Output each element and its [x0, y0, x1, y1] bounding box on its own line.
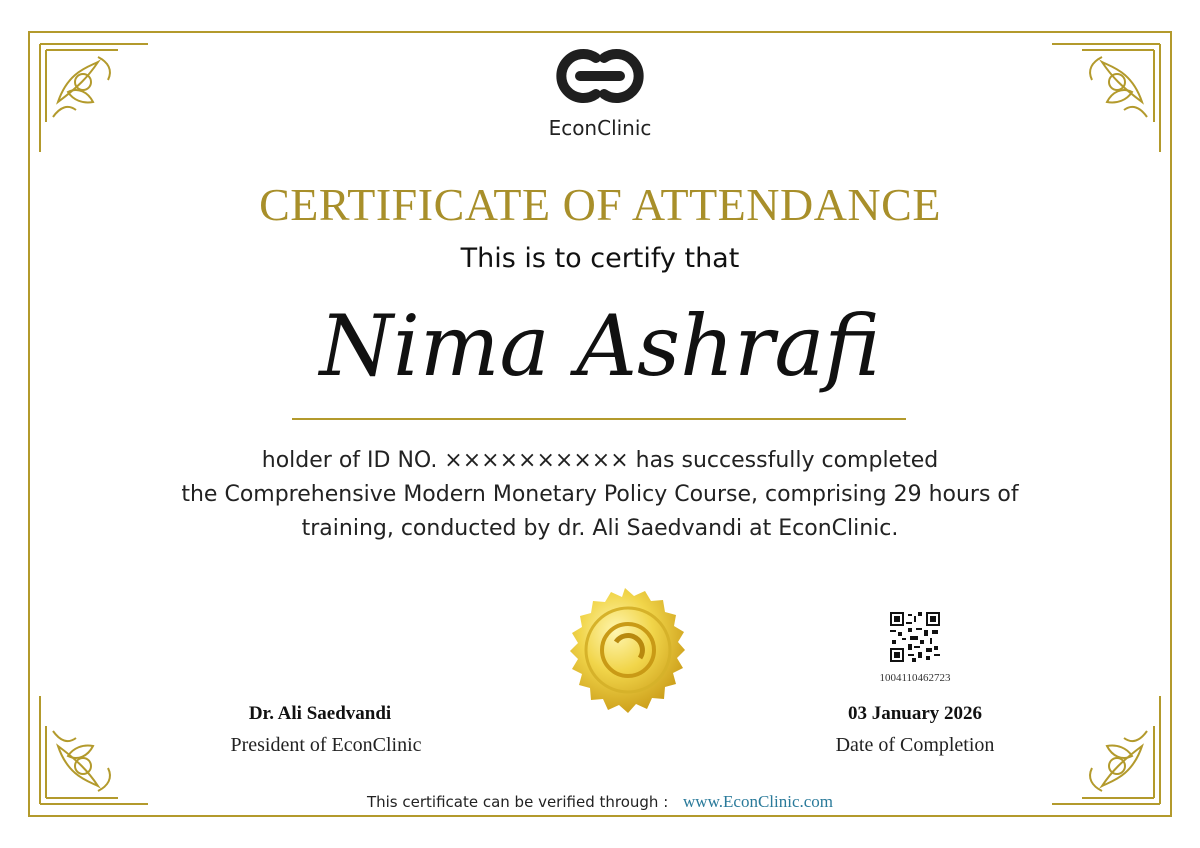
verify-text: This certificate can be verified through : — [366, 793, 669, 811]
gold-seal-icon — [550, 586, 700, 736]
certificate-body — [130, 444, 1070, 546]
econclinic-logo-icon — [556, 44, 644, 108]
qr-code-number: 1004110462723 — [879, 672, 951, 684]
body-line: training, conducted by dr. Ali Saedvandi at EconClinic. — [301, 516, 899, 541]
brand-name: EconClinic — [548, 116, 652, 140]
signatory-role: President of EconClinic — [230, 734, 422, 756]
completion-date: 03 January 2026 — [847, 703, 983, 724]
body-line: holder of ID NO. ×××××××××× has successfully completed — [261, 448, 939, 473]
name-underline — [292, 418, 906, 420]
corner-ornament-icon — [1042, 42, 1162, 162]
corner-ornament-icon — [38, 42, 158, 162]
qr-code-icon[interactable] — [890, 612, 940, 662]
certificate-title: CERTIFICATE OF ATTENDANCE — [259, 179, 941, 230]
corner-ornament-icon — [38, 686, 158, 806]
corner-ornament-icon — [1042, 686, 1162, 806]
verification-footer — [0, 792, 1200, 812]
completion-date-label: Date of Completion — [835, 734, 995, 756]
body-line: the Comprehensive Modern Monetary Policy Course, comprising 29 hours of — [181, 482, 1019, 507]
recipient-name: Nima Ashrafi — [319, 297, 881, 395]
verify-link[interactable]: www.EconClinic.com — [683, 792, 834, 811]
signatory-name: Dr. Ali Saedvandi — [248, 703, 392, 724]
certify-subtitle: This is to certify that — [460, 243, 740, 274]
